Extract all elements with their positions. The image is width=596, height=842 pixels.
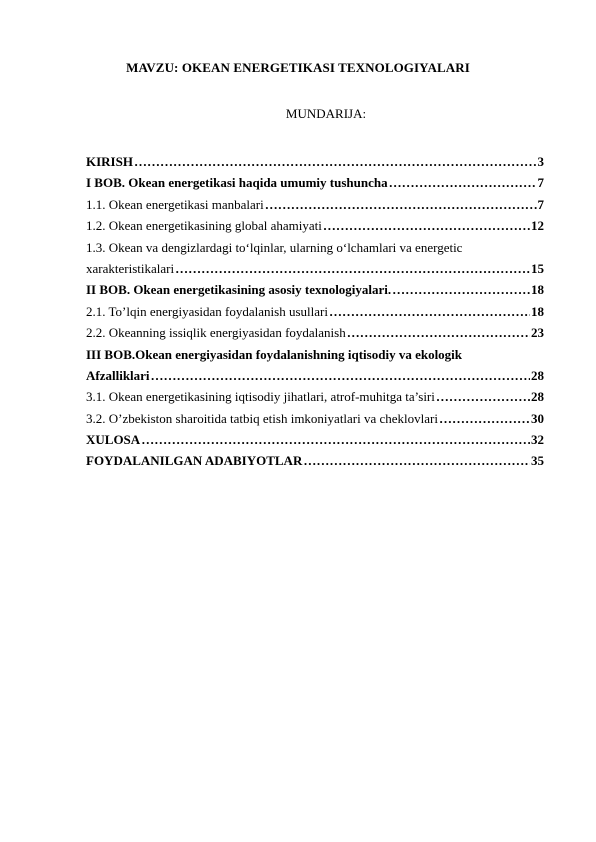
toc-leader-dots (392, 279, 530, 300)
toc-entry-chapter-2[interactable] (86, 279, 544, 300)
toc-leader-dots (323, 215, 530, 236)
toc-entry-chapter-3[interactable] (86, 365, 544, 386)
toc-entry-3-2[interactable] (86, 408, 544, 429)
toc-entry-label: XULOSA (86, 432, 141, 448)
toc-entry-label: Afzalliklari (86, 367, 150, 383)
toc-entry-2-2[interactable] (86, 322, 544, 343)
toc-entry-label: FOYDALANILGAN ADABIYOTLAR (86, 453, 303, 469)
toc-entry-chapter-1[interactable] (86, 172, 544, 193)
toc-leader-dots (439, 408, 530, 429)
toc-entry-label: 1.1. Okean energetikasi manbalari (86, 196, 264, 212)
toc-entry-label: 2.2. Okeanning issiqlik energiyasidan foydalanish (86, 325, 346, 341)
toc-entry-page: 15 (531, 260, 544, 276)
toc-entry-1-3[interactable] (86, 258, 544, 279)
toc-leader-dots (347, 322, 530, 343)
toc-entry-references[interactable] (86, 450, 544, 471)
toc-leader-dots (389, 172, 537, 193)
toc-entry-page: 28 (531, 367, 544, 383)
toc-entry-label: I BOB. Okean energetikasi haqida umumiy tushuncha (86, 175, 388, 191)
toc-leader-dots (436, 386, 530, 407)
table-of-contents-heading: MUNDARIJA: (285, 106, 367, 121)
toc-entry-page: 30 (531, 410, 544, 426)
toc-leader-dots (175, 258, 530, 279)
toc-leader-dots (151, 365, 530, 386)
toc-entry-label-line1: III BOB.Okean energiyasidan foydalanishning iqtisodiy va ekologik (86, 346, 463, 362)
toc-entry-page: 3 (537, 154, 544, 169)
toc-entry-1-2[interactable] (86, 215, 544, 236)
toc-entry-label-line1: 1.3. Okean va dengizlardagi to‘lqinlar, ularning o‘lchamlari va energetic (86, 239, 463, 255)
toc-entry-page: 7 (537, 196, 544, 212)
toc-leader-dots (134, 151, 537, 172)
toc-entry-page: 7 (537, 175, 544, 191)
toc-leader-dots (303, 450, 530, 471)
toc-entry-page: 12 (531, 218, 544, 234)
toc-entry-kirish[interactable] (86, 151, 544, 172)
toc-entry-chapter-3-line1[interactable] (86, 344, 544, 365)
table-of-contents (86, 151, 544, 472)
toc-leader-dots (141, 429, 530, 450)
toc-entry-3-1[interactable] (86, 386, 544, 407)
toc-entry-2-1[interactable] (86, 301, 544, 322)
toc-entry-page: 35 (531, 453, 544, 469)
toc-entry-label: KIRISH (86, 154, 133, 169)
toc-entry-label: 3.2. O’zbekiston sharoitida tatbiq etish imkoniyatlari va cheklovlari (86, 410, 438, 426)
toc-entry-xulosa[interactable] (86, 429, 544, 450)
toc-leader-dots (329, 301, 530, 322)
toc-entry-page: 18 (531, 303, 544, 319)
toc-entry-page: 23 (531, 325, 544, 341)
toc-entry-page: 32 (531, 432, 544, 448)
toc-entry-1-1[interactable] (86, 194, 544, 215)
toc-entry-1-3-line1[interactable] (86, 237, 544, 258)
toc-entry-label: 3.1. Okean energetikasining iqtisodiy jihatlari, atrof-muhitga ta’siri (86, 389, 435, 405)
toc-entry-page: 18 (531, 282, 544, 298)
toc-entry-label: xarakteristikalari (86, 260, 175, 276)
document-title: MAVZU: OKEAN ENERGETIKASI TEXNOLOGIYALARI (126, 60, 470, 75)
toc-leader-dots (265, 194, 537, 215)
toc-entry-label: 2.1. To’lqin energiyasidan foydalanish usullari (86, 303, 328, 319)
toc-entry-page: 28 (531, 389, 544, 405)
toc-entry-label: II BOB. Okean energetikasining asosiy texnologiyalari. (86, 282, 392, 298)
toc-entry-label: 1.2. Okean energetikasining global ahamiyati (86, 218, 322, 234)
